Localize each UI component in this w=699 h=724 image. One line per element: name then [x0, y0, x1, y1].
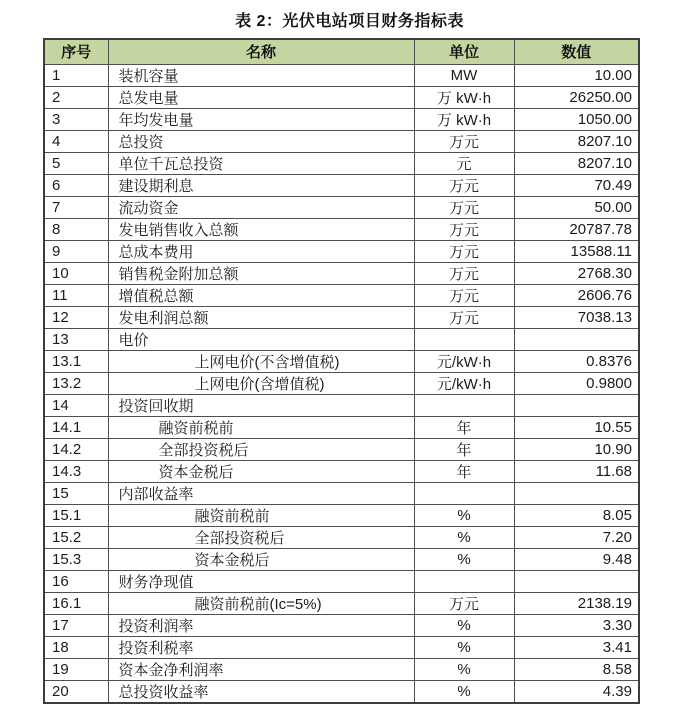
row-name: 装机容量 [108, 64, 414, 86]
row-value: 10.00 [514, 64, 639, 86]
row-name: 总投资收益率 [108, 680, 414, 703]
row-name: 增值税总额 [108, 284, 414, 306]
row-value: 11.68 [514, 460, 639, 482]
row-number: 14.1 [44, 416, 108, 438]
row-number: 6 [44, 174, 108, 196]
table-row [44, 570, 639, 592]
table-row [44, 658, 639, 680]
row-unit: 万元 [414, 174, 514, 196]
row-number: 7 [44, 196, 108, 218]
row-unit: 年 [414, 416, 514, 438]
row-number: 5 [44, 152, 108, 174]
row-number: 12 [44, 306, 108, 328]
row-number: 13 [44, 328, 108, 350]
table-header [44, 39, 639, 64]
row-unit: % [414, 658, 514, 680]
row-value: 70.49 [514, 174, 639, 196]
row-number: 15.2 [44, 526, 108, 548]
row-value: 0.9800 [514, 372, 639, 394]
row-value: 10.55 [514, 416, 639, 438]
row-name: 融资前税前(Ic=5%) [108, 592, 414, 614]
table-row [44, 130, 639, 152]
row-name: 电价 [108, 328, 414, 350]
row-unit [414, 570, 514, 592]
row-unit [414, 328, 514, 350]
row-name: 上网电价(不含增值税) [108, 350, 414, 372]
row-value: 2768.30 [514, 262, 639, 284]
row-number: 14.3 [44, 460, 108, 482]
row-number: 20 [44, 680, 108, 703]
row-number: 4 [44, 130, 108, 152]
row-name: 全部投资税后 [108, 438, 414, 460]
row-unit: 万元 [414, 262, 514, 284]
table-row [44, 218, 639, 240]
table-row [44, 438, 639, 460]
row-value: 10.90 [514, 438, 639, 460]
row-name: 全部投资税后 [108, 526, 414, 548]
row-number: 2 [44, 86, 108, 108]
row-value: 9.48 [514, 548, 639, 570]
row-value [514, 394, 639, 416]
row-value: 7.20 [514, 526, 639, 548]
row-value: 50.00 [514, 196, 639, 218]
row-value: 1050.00 [514, 108, 639, 130]
table-row [44, 592, 639, 614]
row-unit: 万元 [414, 240, 514, 262]
table-row [44, 482, 639, 504]
table-row [44, 328, 639, 350]
row-unit: % [414, 526, 514, 548]
table-row [44, 460, 639, 482]
row-unit: 万元 [414, 306, 514, 328]
table-row [44, 526, 639, 548]
row-unit: 元/kW·h [414, 350, 514, 372]
row-number: 16 [44, 570, 108, 592]
row-unit: 万元 [414, 196, 514, 218]
row-unit: % [414, 636, 514, 658]
row-value [514, 328, 639, 350]
row-name: 财务净现值 [108, 570, 414, 592]
row-name: 年均发电量 [108, 108, 414, 130]
row-unit: 万 kW·h [414, 86, 514, 108]
row-number: 3 [44, 108, 108, 130]
table-row [44, 372, 639, 394]
row-unit: 万元 [414, 130, 514, 152]
row-name: 销售税金附加总额 [108, 262, 414, 284]
column-header-unit: 单位 [414, 39, 514, 64]
row-name: 投资回收期 [108, 394, 414, 416]
row-name: 单位千瓦总投资 [108, 152, 414, 174]
table-row [44, 262, 639, 284]
row-unit: 万元 [414, 218, 514, 240]
row-name: 上网电价(含增值税) [108, 372, 414, 394]
table-row [44, 86, 639, 108]
row-number: 18 [44, 636, 108, 658]
row-name: 投资利润率 [108, 614, 414, 636]
row-name: 发电利润总额 [108, 306, 414, 328]
table-body [44, 64, 639, 703]
row-unit: 年 [414, 460, 514, 482]
table-row [44, 504, 639, 526]
row-value: 13588.11 [514, 240, 639, 262]
row-name: 融资前税前 [108, 504, 414, 526]
row-number: 11 [44, 284, 108, 306]
row-name: 投资利税率 [108, 636, 414, 658]
column-header-name: 名称 [108, 39, 414, 64]
row-value [514, 482, 639, 504]
row-value: 26250.00 [514, 86, 639, 108]
row-unit: % [414, 548, 514, 570]
row-number: 10 [44, 262, 108, 284]
row-name: 资本金税后 [108, 460, 414, 482]
row-value: 7038.13 [514, 306, 639, 328]
row-number: 19 [44, 658, 108, 680]
column-header-no: 序号 [44, 39, 108, 64]
row-unit: % [414, 614, 514, 636]
row-number: 15 [44, 482, 108, 504]
row-name: 发电销售收入总额 [108, 218, 414, 240]
row-number: 14.2 [44, 438, 108, 460]
table-row [44, 680, 639, 703]
row-value: 0.8376 [514, 350, 639, 372]
row-value: 2138.19 [514, 592, 639, 614]
row-name: 总发电量 [108, 86, 414, 108]
row-unit [414, 482, 514, 504]
table-row [44, 614, 639, 636]
row-name: 总成本费用 [108, 240, 414, 262]
table-row [44, 196, 639, 218]
row-value: 8.05 [514, 504, 639, 526]
row-number: 15.1 [44, 504, 108, 526]
row-name: 资本金税后 [108, 548, 414, 570]
table-row [44, 548, 639, 570]
row-value: 4.39 [514, 680, 639, 703]
row-name: 融资前税前 [108, 416, 414, 438]
table-row [44, 394, 639, 416]
row-unit: % [414, 504, 514, 526]
row-name: 资本金净利润率 [108, 658, 414, 680]
row-number: 16.1 [44, 592, 108, 614]
row-name: 建设期利息 [108, 174, 414, 196]
row-unit: MW [414, 64, 514, 86]
row-unit: 万元 [414, 592, 514, 614]
financial-indicators-table [43, 38, 640, 704]
table-row [44, 350, 639, 372]
table-row [44, 174, 639, 196]
row-unit: 万 kW·h [414, 108, 514, 130]
row-value [514, 570, 639, 592]
row-name: 内部收益率 [108, 482, 414, 504]
row-number: 13.2 [44, 372, 108, 394]
row-value: 8207.10 [514, 152, 639, 174]
row-value: 8207.10 [514, 130, 639, 152]
table-row [44, 108, 639, 130]
row-number: 17 [44, 614, 108, 636]
row-unit: % [414, 680, 514, 703]
table-row [44, 284, 639, 306]
row-value: 20787.78 [514, 218, 639, 240]
table-row [44, 416, 639, 438]
row-value: 3.41 [514, 636, 639, 658]
row-value: 8.58 [514, 658, 639, 680]
row-unit: 元 [414, 152, 514, 174]
row-number: 14 [44, 394, 108, 416]
row-number: 13.1 [44, 350, 108, 372]
header-row [44, 39, 639, 64]
row-number: 1 [44, 64, 108, 86]
table-row [44, 64, 639, 86]
row-unit [414, 394, 514, 416]
row-number: 9 [44, 240, 108, 262]
row-unit: 元/kW·h [414, 372, 514, 394]
row-name: 总投资 [108, 130, 414, 152]
row-unit: 万元 [414, 284, 514, 306]
row-unit: 年 [414, 438, 514, 460]
row-name: 流动资金 [108, 196, 414, 218]
row-value: 2606.76 [514, 284, 639, 306]
table-row [44, 152, 639, 174]
row-value: 3.30 [514, 614, 639, 636]
table-row [44, 636, 639, 658]
table-row [44, 306, 639, 328]
row-number: 8 [44, 218, 108, 240]
column-header-value: 数值 [514, 39, 639, 64]
table-row [44, 240, 639, 262]
row-number: 15.3 [44, 548, 108, 570]
table-title: 表 2：光伏电站项目财务指标表 [235, 13, 464, 30]
